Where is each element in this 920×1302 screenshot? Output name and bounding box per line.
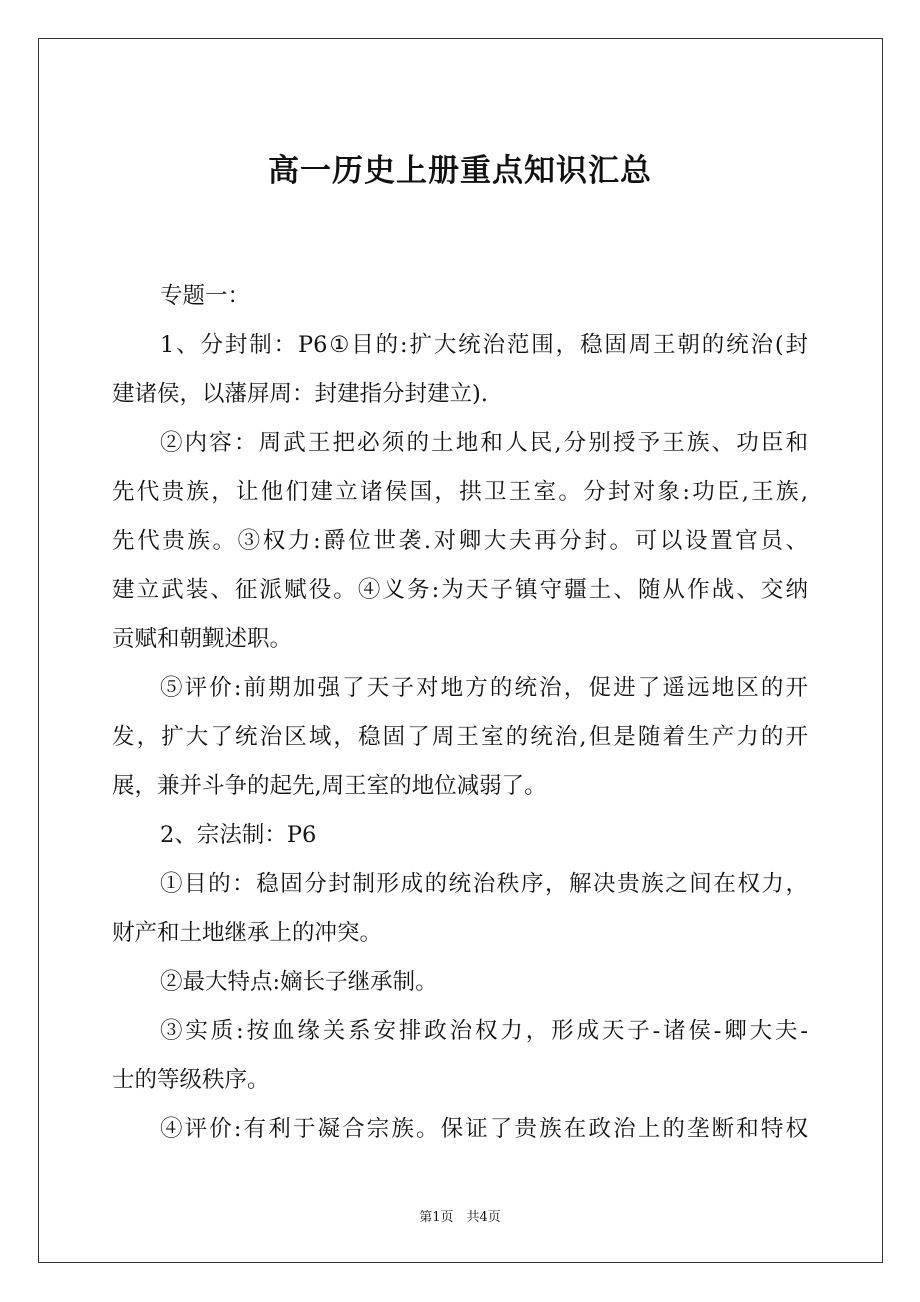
text-line: 贡赋和朝觐述职。 xyxy=(112,626,293,652)
text-line: 展，兼并斗争的起先,周王室的地位减弱了。 xyxy=(112,773,547,799)
text-line: 发，扩大了统治区域，稳固了周王室的统治,但是随着生产力的开 xyxy=(112,724,808,750)
text-line: ②内容：周武王把必须的土地和人民,分别授予王族、功臣和 xyxy=(160,430,808,456)
text-line: ⑤评价:前期加强了天子对地方的统治，促进了遥远地区的开 xyxy=(160,675,808,701)
text-line: ②最大特点:嫡长子继承制。 xyxy=(160,969,438,995)
text-line: ③实质:按血缘关系安排政治权力，形成天子-诸侯-卿大夫- xyxy=(160,1018,808,1044)
text-line: ④评价:有利于凝合宗族。保证了贵族在政治上的垄断和特权 xyxy=(160,1116,808,1142)
text-line: 建立武装、征派赋役。④义务:为天子镇守疆土、随从作战、交纳 xyxy=(112,577,808,603)
text-line: 2、宗法制：P6 xyxy=(160,822,317,848)
text-line: 财产和土地继承上的冲突。 xyxy=(112,920,383,946)
page-footer: 第1页 共4页 xyxy=(419,1210,501,1225)
text-line: 1、分封制：P6①目的:扩大统治范围，稳固周王朝的统治(封 xyxy=(160,332,808,358)
text-line: 士的等级秩序。 xyxy=(112,1067,270,1093)
document-body xyxy=(112,279,808,1161)
text-line: 专题一： xyxy=(160,283,251,309)
document-title: 高一历史上册重点知识汇总 xyxy=(268,153,652,189)
text-line: 先代贵族。③权力:爵位世袭.对卿大夫再分封。可以设置官员、 xyxy=(112,528,808,554)
text-line: ①目的：稳固分封制形成的统治秩序，解决贵族之间在权力， xyxy=(160,871,808,897)
text-line: 建诸侯，以藩屏周：封建指分封建立). xyxy=(112,381,488,407)
text-line: 先代贵族，让他们建立诸侯国，拱卫王室。分封对象:功臣,王族, xyxy=(112,479,808,505)
